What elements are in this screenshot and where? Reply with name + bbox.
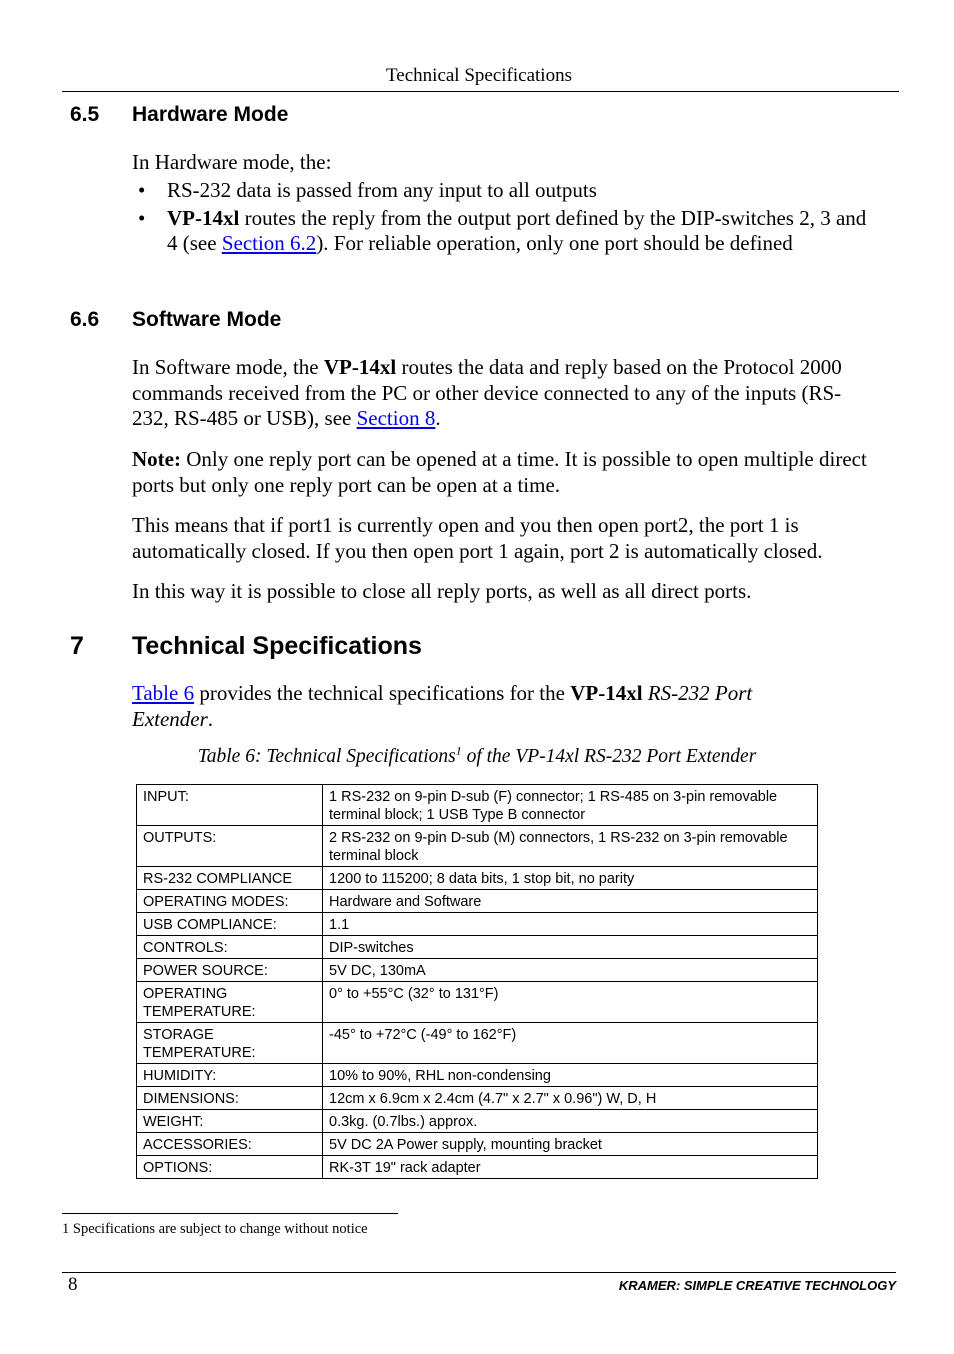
section-title: Software Mode [132,308,282,331]
product-name: VP-14xl [323,355,397,379]
header-rule [62,91,899,92]
spec-value: 5V DC 2A Power supply, mounting bracket [323,1133,818,1156]
port-paragraph: This means that if port1 is currently open and you then open port2, the port 1 is automatically closed. If you then open port 1 again, port 2 is automatically closed. [132,513,823,563]
table-row [137,913,818,936]
note-paragraph [132,447,892,498]
caption-text: of the VP-14xl RS-232 Port Extender [461,746,757,767]
product-name: VP-14xl [167,205,240,230]
section-8-link[interactable]: Section 8 [356,406,436,430]
spec-label: USB COMPLIANCE: [137,913,323,936]
running-header: Technical Specifications [386,65,572,86]
table-row [137,1110,818,1133]
section-7-heading [70,631,570,661]
bullet-text: RS-232 data is passed from any input to all outputs [167,178,597,202]
spec-value: 1200 to 115200; 8 data bits, 1 stop bit, no parity [323,867,818,890]
section-number: 7 [70,632,84,660]
paragraph-text: . [435,406,441,430]
footer-brand: KRAMER: SIMPLE CREATIVE TECHNOLOGY [618,1278,896,1293]
spec-label: CONTROLS: [137,936,323,959]
hardware-bullets [132,178,877,257]
table-row [137,785,818,826]
spec-value: 12cm x 6.9cm x 2.4cm (4.7" x 2.7" x 0.96") W, D, H [323,1087,818,1110]
table-row [137,982,818,1023]
paragraph-text: provides the technical specifications for the [194,681,571,705]
section-6-6-heading [70,307,470,333]
spec-value: 5V DC, 130mA [323,959,818,982]
spec-value: 0.3kg. (0.7lbs.) approx. [323,1110,818,1133]
spec-label: WEIGHT: [137,1110,323,1133]
spec-label: DIMENSIONS: [137,1087,323,1110]
spec-value: 1 RS-232 on 9-pin D-sub (F) connector; 1 RS-485 on 3-pin removable terminal block; 1 USB Type B connector [323,785,818,826]
spec-value: 2 RS-232 on 9-pin D-sub (M) connectors, 1 RS-232 on 3-pin removable terminal block [323,826,818,867]
bullet-text: ). For reliable operation, only one port should be defined [316,231,793,255]
spec-label: HUMIDITY: [137,1064,323,1087]
spec-label: OPERATING TEMPERATURE: [137,982,323,1023]
section-6-5-heading [70,102,470,128]
specifications-table [136,784,818,1179]
spec-label: ACCESSORIES: [137,1133,323,1156]
spec-label: STORAGE TEMPERATURE: [137,1023,323,1064]
spec-value: Hardware and Software [323,890,818,913]
product-name: VP-14xl [570,681,643,705]
table-row [137,959,818,982]
spec-label: POWER SOURCE: [137,959,323,982]
table-row [137,936,818,959]
spec-label: INPUT: [137,785,323,826]
spec-value: 10% to 90%, RHL non-condensing [323,1064,818,1087]
spec-label: RS-232 COMPLIANCE [137,867,323,890]
spec-label: OPTIONS: [137,1156,323,1179]
table-row [137,1133,818,1156]
specifications-table-body [137,785,818,1179]
spec-label: OUTPUTS: [137,826,323,867]
paragraph-text: Only one reply port can be opened at a time. It is possible to open multiple direct ports but only one reply port can be open at a time. [132,447,867,497]
section-title: Hardware Mode [132,103,289,126]
spec-value: 0° to +55°C (32° to 131°F) [323,982,818,1023]
section-number: 6.6 [70,308,100,331]
table-row [137,1064,818,1087]
caption-text: Table 6: Technical Specifications [197,746,456,767]
paragraph-text: In Software mode, the [132,355,324,379]
paragraph-text: routes the data and reply based on the Protocol 2000 commands received from the PC or other device connected to any of the inputs (RS-232, RS-485 or USB), see [132,355,842,430]
list-item: • RS-232 data is passed from any input to all outputs [138,178,597,202]
table-row [137,1156,818,1179]
table-caption [0,745,954,769]
software-paragraph [132,355,877,432]
bullet-text: routes the reply from the output port defined by the DIP-switches 2, 3 and 4 (see [167,205,867,255]
footer-rule [62,1272,896,1273]
page-number: 8 [68,1274,78,1295]
footnote-rule [62,1213,398,1214]
spec-value: 1.1 [323,913,818,936]
table-row [137,1087,818,1110]
table-6-link[interactable]: Table 6 [132,681,195,705]
paragraph-text: . [207,706,214,731]
close-ports-paragraph: In this way it is possible to close all reply ports, as well as all direct ports. [132,579,752,603]
table-row [137,826,818,867]
section-title: Technical Specifications [132,632,422,660]
footnote-ref: 1 [455,743,462,758]
table-row [137,867,818,890]
specs-intro [132,681,832,732]
spec-value: -45° to +72°C (-49° to 162°F) [323,1023,818,1064]
section-number: 6.5 [70,103,100,126]
table-row [137,1023,818,1064]
hardware-intro: In Hardware mode, the: [132,150,332,174]
spec-value: RK-3T 19" rack adapter [323,1156,818,1179]
product-description: RS-232 Port Extender [132,681,753,731]
spec-label: OPERATING MODES: [137,890,323,913]
section-6-2-link[interactable]: Section 6.2 [221,231,317,255]
footnote: 1 Specifications are subject to change without notice [62,1221,368,1237]
spec-value: DIP-switches [323,936,818,959]
list-item: • VP-14xl routes the reply from the output port defined by the DIP-switches 2, 3 and 4 (see Section 6.2). For reliable operation, only one port should be defined [138,205,867,255]
note-label: Note: [132,447,181,471]
table-row [137,890,818,913]
